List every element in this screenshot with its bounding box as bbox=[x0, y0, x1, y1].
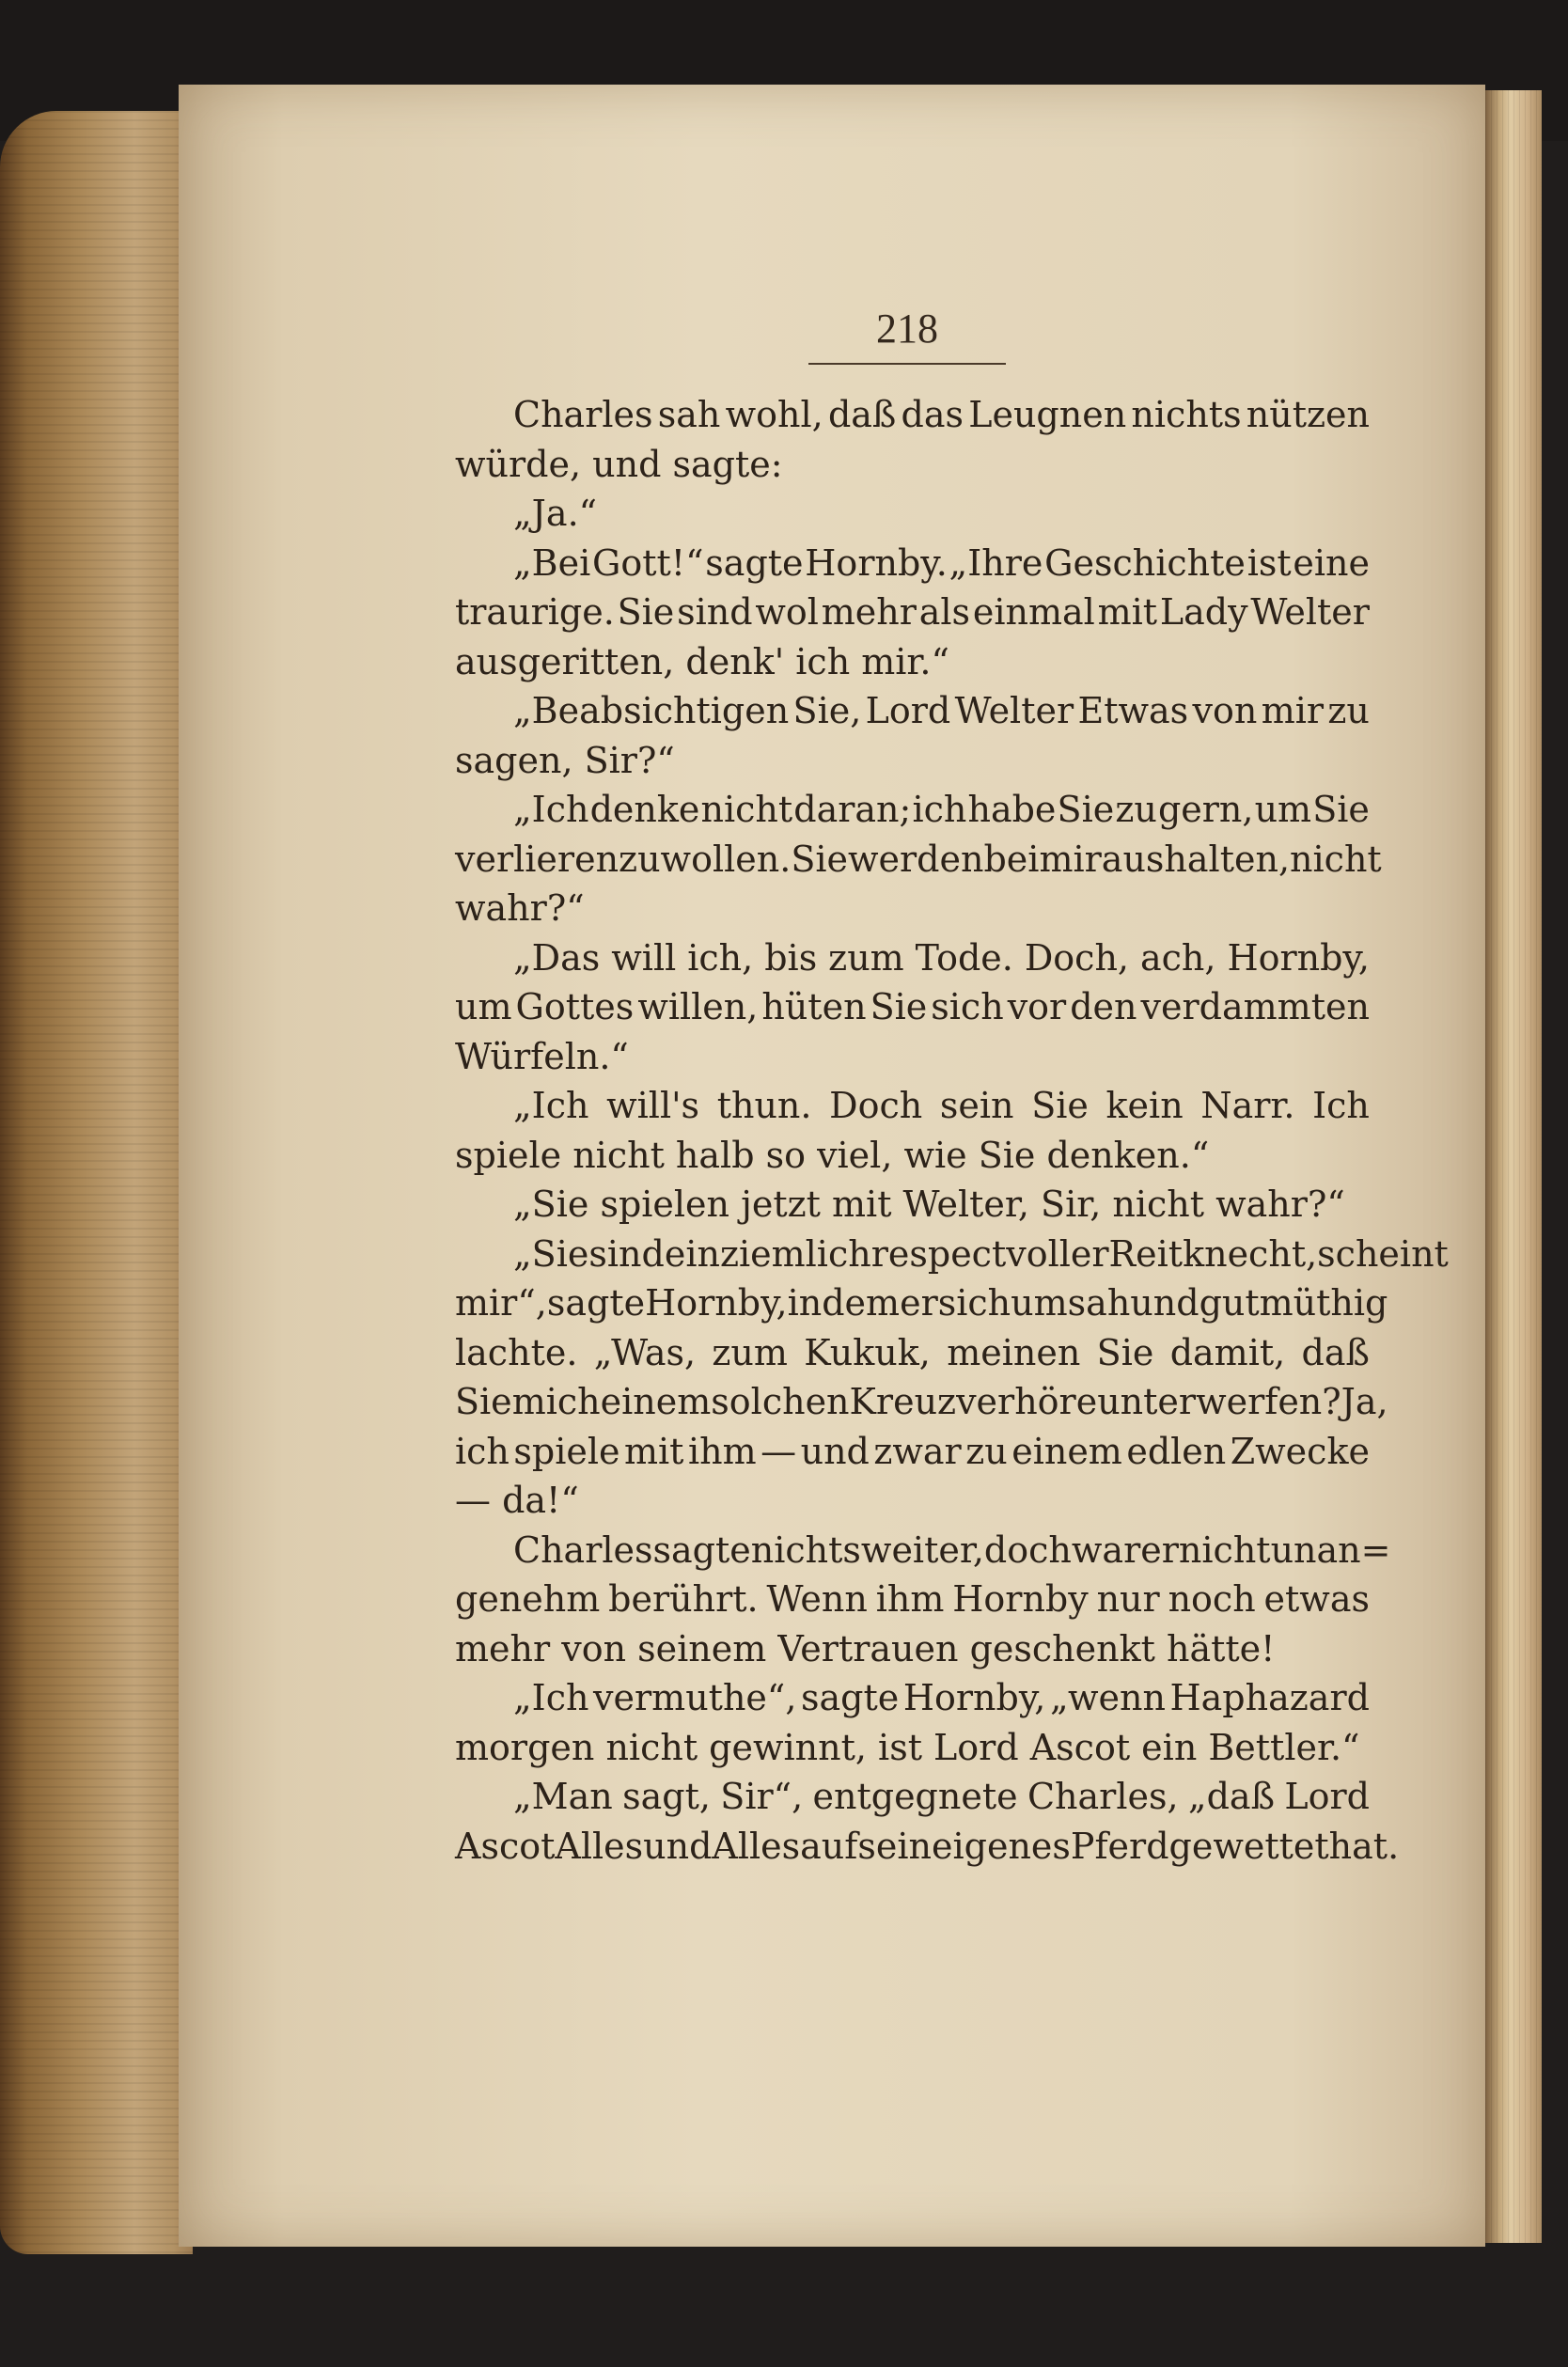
text-line: „Man sagt, Sir“, entgegnete Charles, „daß Lord bbox=[513, 1776, 1370, 1817]
book-page-edges-left bbox=[0, 111, 193, 2254]
text-line: „Das will ich, bis zum Tode. Doch, ach, Hornby, bbox=[513, 936, 1370, 979]
page-header bbox=[808, 299, 1006, 365]
text-line: „Ich vermuthe“, sagte Hornby, „wenn Haphazard bbox=[513, 1677, 1370, 1718]
text-line: „Ich will's thun. Doch sein Sie kein Narr. Ich bbox=[513, 1085, 1370, 1126]
text-line: ausgeritten, denk' ich mir.“ bbox=[455, 640, 949, 682]
book-page-edges-right bbox=[1485, 90, 1542, 2243]
text-line: verlieren zu wollen. Sie werden bei mir aushalten, nicht bbox=[455, 838, 1382, 880]
text-line: mir“, sagte Hornby, indem er sich umsah und gutmüthig bbox=[455, 1282, 1388, 1324]
text-line: — da!“ bbox=[455, 1480, 579, 1521]
text-line: Würfeln.“ bbox=[455, 1035, 629, 1077]
text-line: traurige. Sie sind wol mehr als einmal mit Lady Welter bbox=[455, 591, 1370, 633]
text-line: genehm berührt. Wenn ihm Hornby nur noch etwas bbox=[455, 1578, 1370, 1620]
text-line: ich spiele mit ihm — und zwar zu einem edlen Zwecke bbox=[455, 1430, 1370, 1472]
page-number: 218 bbox=[876, 306, 938, 352]
text-line: „Sie sind ein ziemlich respectvoller Reitknecht, scheint bbox=[513, 1232, 1449, 1275]
text-line: mehr von seinem Vertrauen geschenkt hätte! bbox=[455, 1627, 1276, 1669]
text-line: „Beabsichtigen Sie, Lord Welter Etwas von mir zu bbox=[513, 690, 1370, 731]
text-line: „Ja.“ bbox=[513, 493, 598, 534]
text-line: wahr?“ bbox=[455, 887, 585, 929]
text-line: lachte. „Was, zum Kukuk, meinen Sie damit, daß bbox=[455, 1331, 1370, 1373]
text-line: „Sie spielen jetzt mit Welter, Sir, nicht wahr?“ bbox=[513, 1184, 1345, 1225]
text-line: um Gottes willen, hüten Sie sich vor den verdammten bbox=[455, 986, 1370, 1027]
text-line: „Ich denke nicht daran; ich habe Sie zu gern, um Sie bbox=[513, 789, 1370, 830]
header-rule bbox=[808, 363, 1006, 365]
text-line: „Bei Gott!“ sagte Hornby. „Ihre Geschichte ist eine bbox=[513, 541, 1370, 584]
text-line: morgen nicht gewinnt, ist Lord Ascot ein Bettler.“ bbox=[455, 1726, 1360, 1768]
text-line: Sie mich einem solchen Kreuzverhöre unterwerfen? Ja, bbox=[455, 1381, 1388, 1422]
text-line: Ascot Alles und Alles auf sein eigenes Pferd gewettet hat. bbox=[455, 1825, 1400, 1867]
text-line: Charles sagte nichts weiter, doch war er nicht unan= bbox=[513, 1528, 1391, 1571]
text-line: sagen, Sir?“ bbox=[455, 739, 675, 781]
page-text bbox=[455, 390, 1449, 1871]
text-line: würde, und sagte: bbox=[455, 443, 783, 485]
text-line: spiele nicht halb so viel, wie Sie denken.“ bbox=[455, 1134, 1210, 1176]
text-line: Charles sah wohl, daß das Leugnen nichts nützen bbox=[513, 394, 1370, 435]
